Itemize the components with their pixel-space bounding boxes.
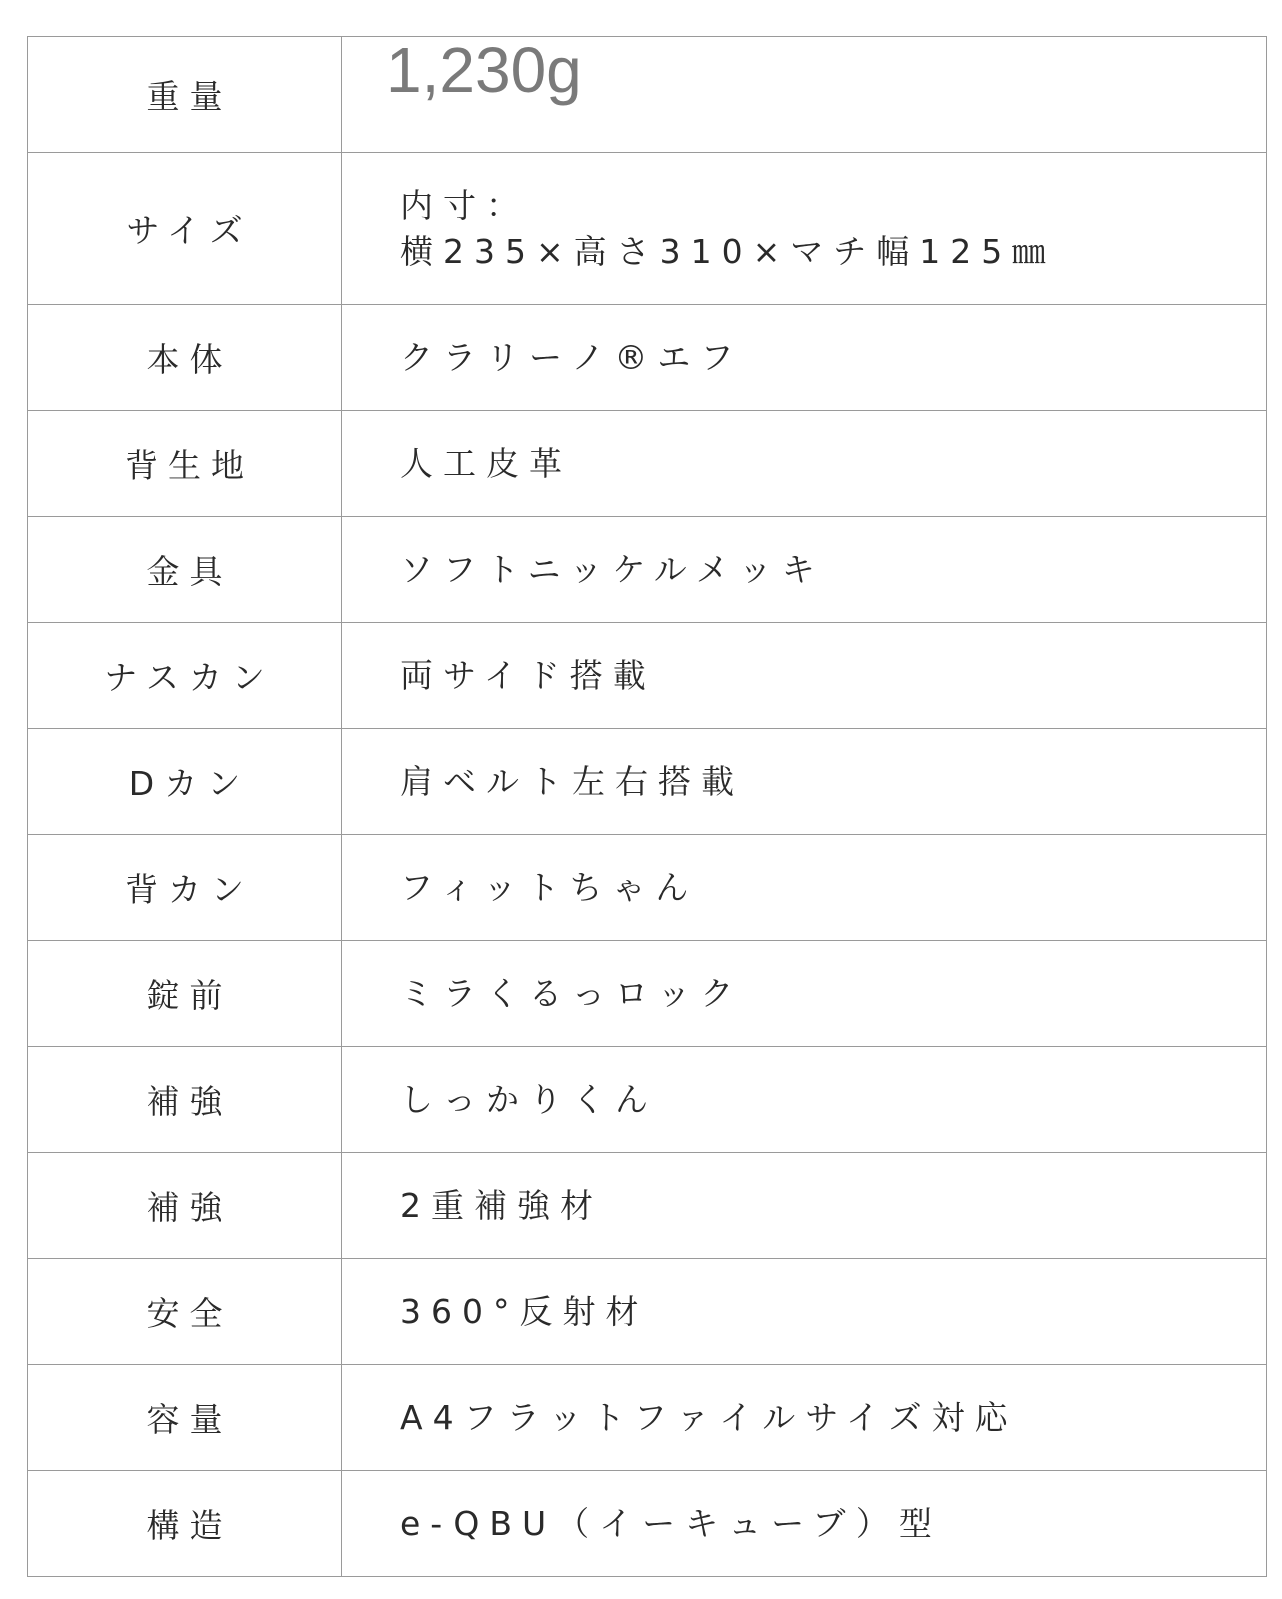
spec-label-text: 容量: [146, 1400, 233, 1439]
spec-label-text: 補強: [146, 1188, 233, 1227]
spec-value-line: 両サイド搭載: [400, 655, 656, 695]
spec-label: [28, 1471, 342, 1577]
spec-value-line: e-QBU（イーキューブ）型: [400, 1503, 942, 1543]
spec-value-line: しっかりくん: [400, 1079, 658, 1119]
spec-row-snap-hook: [28, 623, 1267, 729]
spec-label: [28, 835, 342, 941]
spec-value-line: A4フラットファイルサイズ対応: [400, 1397, 1018, 1437]
spec-value-line: クラリーノ®エフ: [400, 337, 744, 377]
spec-label: [28, 1365, 342, 1471]
spec-label: [28, 411, 342, 517]
spec-value-line: 360°反射材: [400, 1291, 649, 1331]
spec-label: [28, 1259, 342, 1365]
spec-label-text: 構造: [146, 1506, 233, 1545]
spec-value-line: ミラくるっロック: [400, 973, 744, 1013]
spec-row-body-material: [28, 305, 1267, 411]
spec-value-line: 2重補強材: [400, 1185, 603, 1225]
spec-value: [342, 305, 1267, 411]
spec-label-text: 重量: [146, 77, 233, 116]
spec-label-text: サイズ: [126, 211, 253, 250]
spec-row-reinforcement-2: [28, 1153, 1267, 1259]
spec-row-structure: [28, 1471, 1267, 1577]
spec-row-back-fabric: [28, 411, 1267, 517]
spec-value-line: ソフトニッケルメッキ: [400, 549, 825, 589]
spec-value: [342, 1365, 1267, 1471]
spec-value-line: 横235×高さ310×マチ幅125㎜: [400, 231, 1056, 271]
spec-row-weight: [28, 37, 1267, 153]
spec-row-lock: [28, 941, 1267, 1047]
spec-label-text: 本体: [146, 340, 233, 379]
spec-row-hardware: [28, 517, 1267, 623]
spec-label: [28, 153, 342, 305]
spec-value: [342, 1153, 1267, 1259]
spec-value: [342, 729, 1267, 835]
spec-row-capacity: [28, 1365, 1267, 1471]
spec-row-safety: [28, 1259, 1267, 1365]
spec-value: [342, 411, 1267, 517]
spec-value: [342, 34, 1267, 153]
spec-label: [28, 729, 342, 835]
spec-value-line: フィットちゃん: [400, 867, 699, 907]
spec-value: [342, 1259, 1267, 1365]
spec-label-text: 錠前: [146, 976, 233, 1015]
spec-label-text: 安全: [146, 1294, 233, 1333]
spec-label: [28, 623, 342, 729]
spec-label-text: ナスカン: [104, 658, 275, 697]
spec-label-text: 背生地: [125, 446, 254, 485]
spec-label-text: Dカン: [128, 764, 251, 803]
spec-table: [27, 36, 1267, 1577]
spec-row-d-ring: [28, 729, 1267, 835]
spec-value: [342, 517, 1267, 623]
spec-value: [342, 941, 1267, 1047]
spec-value-line: 1,230g: [386, 34, 582, 106]
spec-label-text: 補強: [146, 1082, 233, 1121]
spec-value-line: 人工皮革: [400, 443, 572, 483]
spec-label: [28, 517, 342, 623]
spec-value: [342, 1047, 1267, 1153]
spec-row-back-hook: [28, 835, 1267, 941]
spec-label: [28, 941, 342, 1047]
spec-value: [342, 153, 1267, 305]
spec-row-size: [28, 153, 1267, 305]
spec-value: [342, 1471, 1267, 1577]
spec-label-text: 金具: [146, 552, 233, 591]
spec-label: [28, 1153, 342, 1259]
spec-value: [342, 623, 1267, 729]
spec-label: [28, 305, 342, 411]
spec-value-line: 肩ベルト左右搭載: [400, 761, 744, 801]
spec-value: [342, 835, 1267, 941]
spec-label-text: 背カン: [125, 870, 254, 909]
spec-label: [28, 37, 342, 153]
spec-value-line: 内寸：: [400, 185, 529, 225]
spec-label: [28, 1047, 342, 1153]
spec-row-reinforcement-1: [28, 1047, 1267, 1153]
